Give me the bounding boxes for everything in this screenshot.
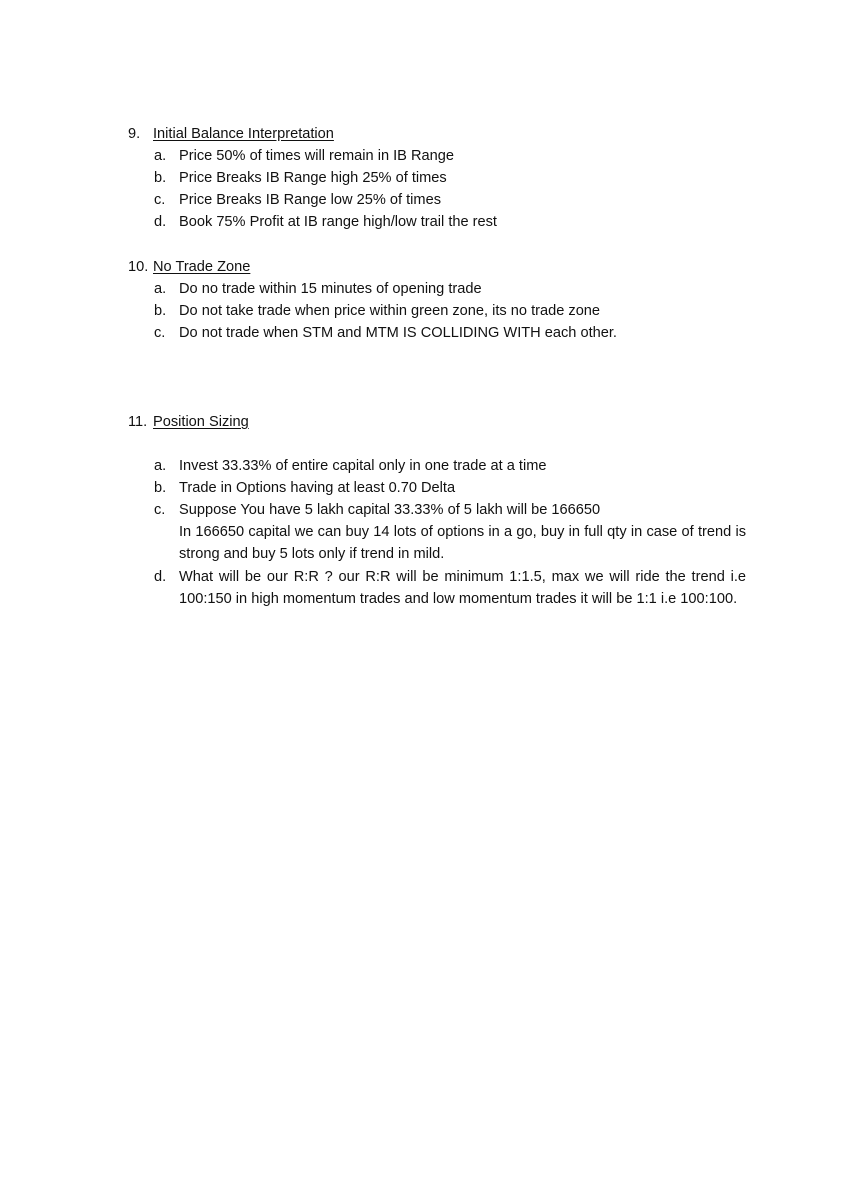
section-title: Initial Balance Interpretation bbox=[153, 126, 334, 142]
list-item bbox=[154, 167, 746, 189]
section-number: 11. bbox=[128, 414, 148, 430]
section-title: No Trade Zone bbox=[153, 259, 251, 275]
list-item-text: Do not trade when STM and MTM IS COLLIDING WITH each other. bbox=[179, 325, 617, 341]
section-number: 9. bbox=[128, 126, 141, 142]
list-item-text: What will be our R:R ? our R:R will be minimum 1:1.5, max we will ride the trend i.e 100:150 in high momentum trades and low momentum trades it will be 1:1 i.e 100:100. bbox=[179, 569, 746, 607]
list-item bbox=[154, 300, 746, 322]
list-item bbox=[154, 189, 746, 211]
list-item-text: Do not take trade when price within green zone, its no trade zone bbox=[179, 303, 601, 319]
list-item-letter: a. bbox=[154, 148, 167, 164]
list-item bbox=[154, 211, 746, 233]
list-item-text: Price Breaks IB Range low 25% of times bbox=[179, 192, 441, 208]
section-title: Position Sizing bbox=[153, 414, 249, 430]
list-item-text: Book 75% Profit at IB range high/low trail the rest bbox=[179, 214, 497, 230]
list-item-text: Do no trade within 15 minutes of opening trade bbox=[179, 281, 482, 297]
section-number: 10. bbox=[128, 259, 149, 275]
list-item bbox=[154, 499, 746, 565]
list-item-letter: a. bbox=[154, 458, 167, 474]
list-item-letter: c. bbox=[154, 192, 166, 208]
section-11-heading bbox=[128, 411, 249, 433]
list-item-text: Invest 33.33% of entire capital only in one trade at a time bbox=[179, 458, 547, 474]
section-10-heading bbox=[128, 256, 250, 278]
list-item-letter: b. bbox=[154, 480, 167, 496]
list-item bbox=[154, 145, 746, 167]
section-9-heading bbox=[128, 123, 334, 145]
list-item-letter: d. bbox=[154, 214, 167, 230]
list-item-letter: d. bbox=[154, 569, 167, 585]
list-item-text: Trade in Options having at least 0.70 Delta bbox=[179, 480, 456, 496]
list-item-continuation: In 166650 capital we can buy 14 lots of options in a go, buy in full qty in case of trend is strong and buy 5 lots only if trend in mild. bbox=[179, 524, 746, 562]
list-item-letter: b. bbox=[154, 303, 167, 319]
list-item bbox=[154, 566, 746, 610]
list-item bbox=[154, 322, 746, 344]
list-item bbox=[154, 477, 746, 499]
list-item-letter: c. bbox=[154, 325, 166, 341]
list-item-text: Price 50% of times will remain in IB Range bbox=[179, 148, 454, 164]
list-item-text: Price Breaks IB Range high 25% of times bbox=[179, 170, 447, 186]
list-item-text: Suppose You have 5 lakh capital 33.33% of 5 lakh will be 166650 bbox=[179, 502, 601, 518]
list-item bbox=[154, 278, 746, 300]
list-item-letter: a. bbox=[154, 281, 167, 297]
list-item-letter: b. bbox=[154, 170, 167, 186]
list-item bbox=[154, 455, 746, 477]
list-item-letter: c. bbox=[154, 502, 166, 518]
